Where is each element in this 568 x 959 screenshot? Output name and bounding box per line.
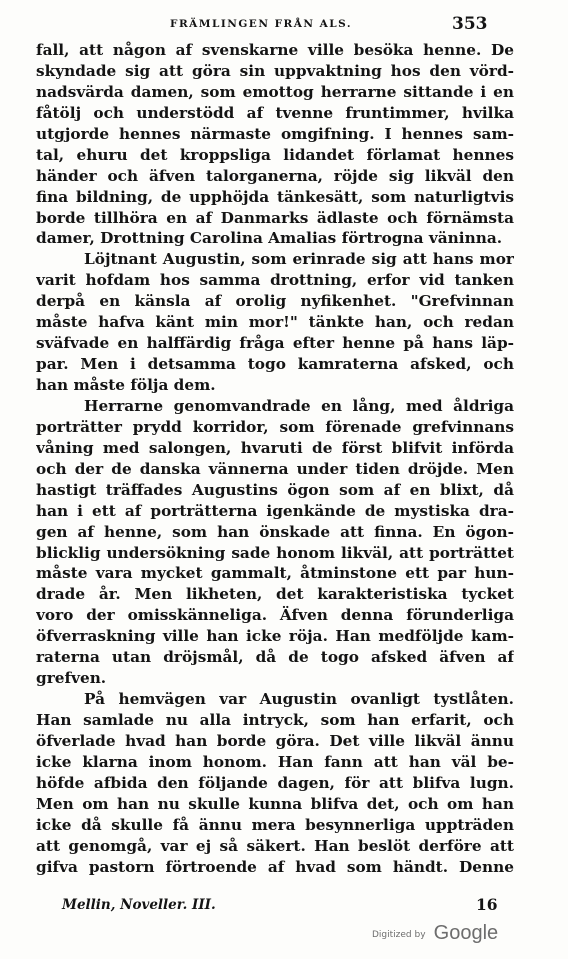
text-line: damer, Drottning Carolina Amalias förtrogna väninna. <box>36 229 503 248</box>
text-line: drade år. Men likheten, det karakteristiska tycket <box>36 585 514 604</box>
text-line: höfde afbida den följande dagen, för att blifva lugn. <box>36 773 514 792</box>
text-line: händer och äfven talorganerna, röjde sig likväl den <box>36 166 514 185</box>
signature-mark: Mellin, Noveller. III. <box>62 897 216 913</box>
text-line: gifva pastorn förtroende af hvad som händt. Denne <box>36 857 514 876</box>
text-line: att genomgå, var ej så säkert. Han beslöt derföre att <box>36 836 514 855</box>
text-line: tal, ehuru det kroppsliga lidandet förlamat hennes <box>36 145 514 164</box>
text-line: öfverraskning ville han icke röja. Han medföljde kam- <box>36 627 514 646</box>
running-title: FRÄMLINGEN FRÅN ALS. <box>170 18 353 30</box>
text-line: porträtter prydd korridor, som förenade grefvinnans <box>36 417 514 436</box>
text-line: voro der omisskänneliga. Äfven denna förunderliga <box>36 606 514 625</box>
text-line: fina bildning, de upphöjda tänkesätt, som naturligtvis <box>36 187 514 206</box>
text-line: han måste följa dem. <box>36 376 216 394</box>
text-line: gen af henne, som han önskade att finna. En ögon- <box>36 522 514 541</box>
text-line: blicklig undersökning sade honom likväl, att porträttet <box>36 543 514 562</box>
text-line: Herrarne genomvandrade en lång, med åldriga <box>84 396 514 415</box>
text-line: och der de danska vännerna under tiden dröjde. Men <box>36 459 514 478</box>
text-line: borde tillhöra en af Danmarks ädlaste och förnämsta <box>36 208 514 227</box>
text-line: våning med salongen, hvaruti de först blifvit införda <box>36 438 514 457</box>
gathering-number: 16 <box>476 895 498 914</box>
text-line: öfverlade hvad han borde göra. Det ville likväl ännu <box>36 731 514 750</box>
text-line: skyndade sig att göra sin uppvaktning hos den vörd- <box>36 61 514 80</box>
text-line: sväfvade en halffärdig fråga efter henne på hans läp- <box>36 334 514 353</box>
body-text <box>36 40 514 878</box>
text-line: han i ett af porträtterna igenkände de mystiska dra- <box>36 501 514 520</box>
text-line: derpå en känsla af orolig nyfikenhet. "Grefvinnan <box>36 292 514 311</box>
text-line: icke klarna inom honom. Han fann att han väl be- <box>36 752 514 771</box>
google-logo: Google <box>433 922 499 944</box>
watermark-prefix: Digitized by <box>372 930 426 940</box>
text-line: Löjtnant Augustin, som erinrade sig att hans mor <box>84 250 514 269</box>
digitization-watermark <box>372 922 498 946</box>
text-line: Men om han nu skulle kunna blifva det, och om han <box>36 794 514 813</box>
text-line: fåtölj och understödd af tvenne fruntimmer, hvilka <box>36 103 514 122</box>
text-line: På hemvägen var Augustin ovanligt tystlåten. <box>84 690 514 709</box>
text-line: måste hafva känt min mor!" tänkte han, och redan <box>36 313 514 332</box>
text-line: icke då skulle få ännu mera besynnerliga uppträden <box>36 815 514 834</box>
text-line: hastigt träffades Augustins ögon som af en blixt, då <box>36 480 514 499</box>
text-line: varit hofdam hos samma drottning, erfor vid tanken <box>36 271 514 290</box>
text-line: par. Men i detsamma togo kamraterna afsked, och <box>36 355 514 374</box>
text-line: nadsvärda damen, som emottog herrarne sittande i en <box>36 82 514 101</box>
text-line: utgjorde hennes närmaste omgifning. I hennes sam- <box>36 124 514 143</box>
text-line: grefven. <box>36 669 107 688</box>
text-line: måste vara mycket gammalt, åtminstone ett par hun- <box>36 564 514 583</box>
text-line: Han samlade nu alla intryck, som han erfarit, och <box>36 711 514 729</box>
page-footer <box>0 895 568 919</box>
text-line: raterna utan dröjsmål, då de togo afsked äfven af <box>36 648 514 667</box>
text-line: fall, att någon af svenskarne ville besöka henne. De <box>36 41 514 59</box>
page-number: 353 <box>452 14 488 34</box>
running-header <box>0 14 568 36</box>
